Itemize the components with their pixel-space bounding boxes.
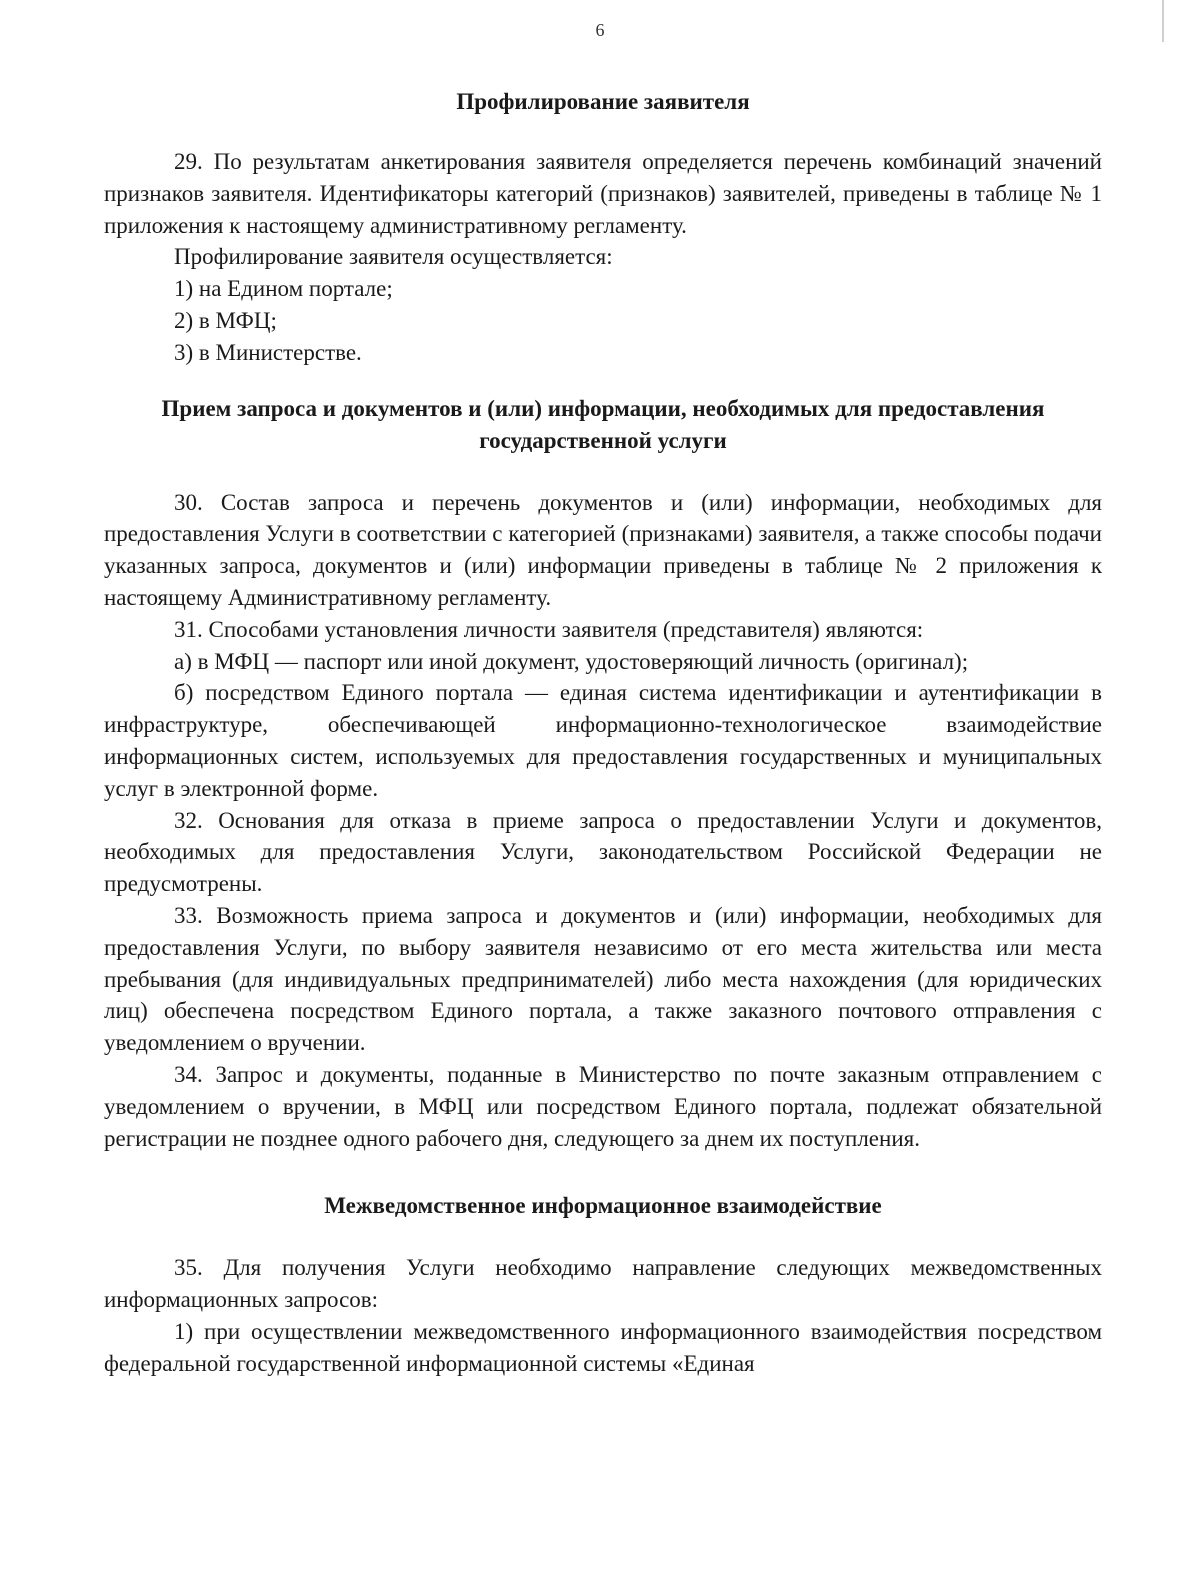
paragraph: Профилирование заявителя осуществляется:	[174, 244, 613, 270]
paragraph: 35. Для получения Услуги необходимо направление следующих межведомственных информационных запросов:	[104, 1255, 1102, 1313]
document-body	[104, 86, 1102, 1380]
section-interagency-interaction	[104, 1252, 1102, 1379]
section-heading-request-reception: Прием запроса и документов и (или) информации, необходимых для предоставления государственной услуги	[161, 395, 1045, 453]
list-item: б) посредством Единого портала — единая система идентификации и аутентификации в инфраструктуре, обеспечивающей информационно-технологическое взаимодействие информационных систем, используемых для предоставления государственных и муниципальных услуг в электронной форме.	[104, 680, 1102, 801]
section-heading-applicant-profiling: Профилирование заявителя	[456, 89, 750, 114]
paragraph: 34. Запрос и документы, поданные в Министерство по почте заказным отправлением с уведомлением о вручении, в МФЦ или посредством Единого портала, подлежат обязательной регистрации не позднее одного рабочего дня, следующего за днем их поступления.	[104, 1061, 1102, 1151]
section-heading-interagency-interaction: Межведомственное информационное взаимодействие	[324, 1193, 882, 1219]
list-item: 3) в Министерстве.	[174, 339, 362, 365]
paragraph: 29. По результатам анкетирования заявителя определяется перечень комбинаций значений признаков заявителя. Идентификаторы категорий (признаков) заявителей, приведены в таблице № 1 приложения к настоящему административному регламенту.	[104, 149, 1102, 238]
section-applicant-profiling	[104, 146, 1102, 369]
paragraph: 33. Возможность приема запроса и документов и (или) информации, необходимых для предоставления Услуги, по выбору заявителя независимо от его места жительства или места пребывания (для индивидуальных предпринимателей) либо места нахождения (для юридических лиц) обеспечена посредством Единого портала, а также заказного почтового отправления с уведомлением о вручении.	[104, 902, 1102, 1056]
paragraph: 32. Основания для отказа в приеме запроса о предоставлении Услуги и документов, необходимых для предоставления Услуги, законодательством Российской Федерации не предусмотрены.	[104, 807, 1102, 897]
paragraph: 30. Состав запроса и перечень документов и (или) информации, необходимых для предоставления Услуги в соответствии с категорией (признаками) заявителя, а также способы подачи указанных запроса, документов и (или) информации приведены в таблице № 2 приложения к настоящему Административному регламенту.	[104, 489, 1102, 610]
list-item: 1) на Едином портале;	[174, 276, 393, 302]
list-item: 1) при осуществлении межведомственного информационного взаимодействия посредством федеральной государственной информационной системы «Единая	[104, 1318, 1102, 1376]
page-number: 6	[595, 20, 605, 40]
paragraph: 31. Способами установления личности заявителя (представителя) являются:	[174, 616, 924, 642]
section-request-reception	[104, 487, 1102, 1155]
list-item: 2) в МФЦ;	[174, 307, 277, 333]
list-item: а) в МФЦ — паспорт или иной документ, удостоверяющий личность (оригинал);	[174, 648, 969, 674]
